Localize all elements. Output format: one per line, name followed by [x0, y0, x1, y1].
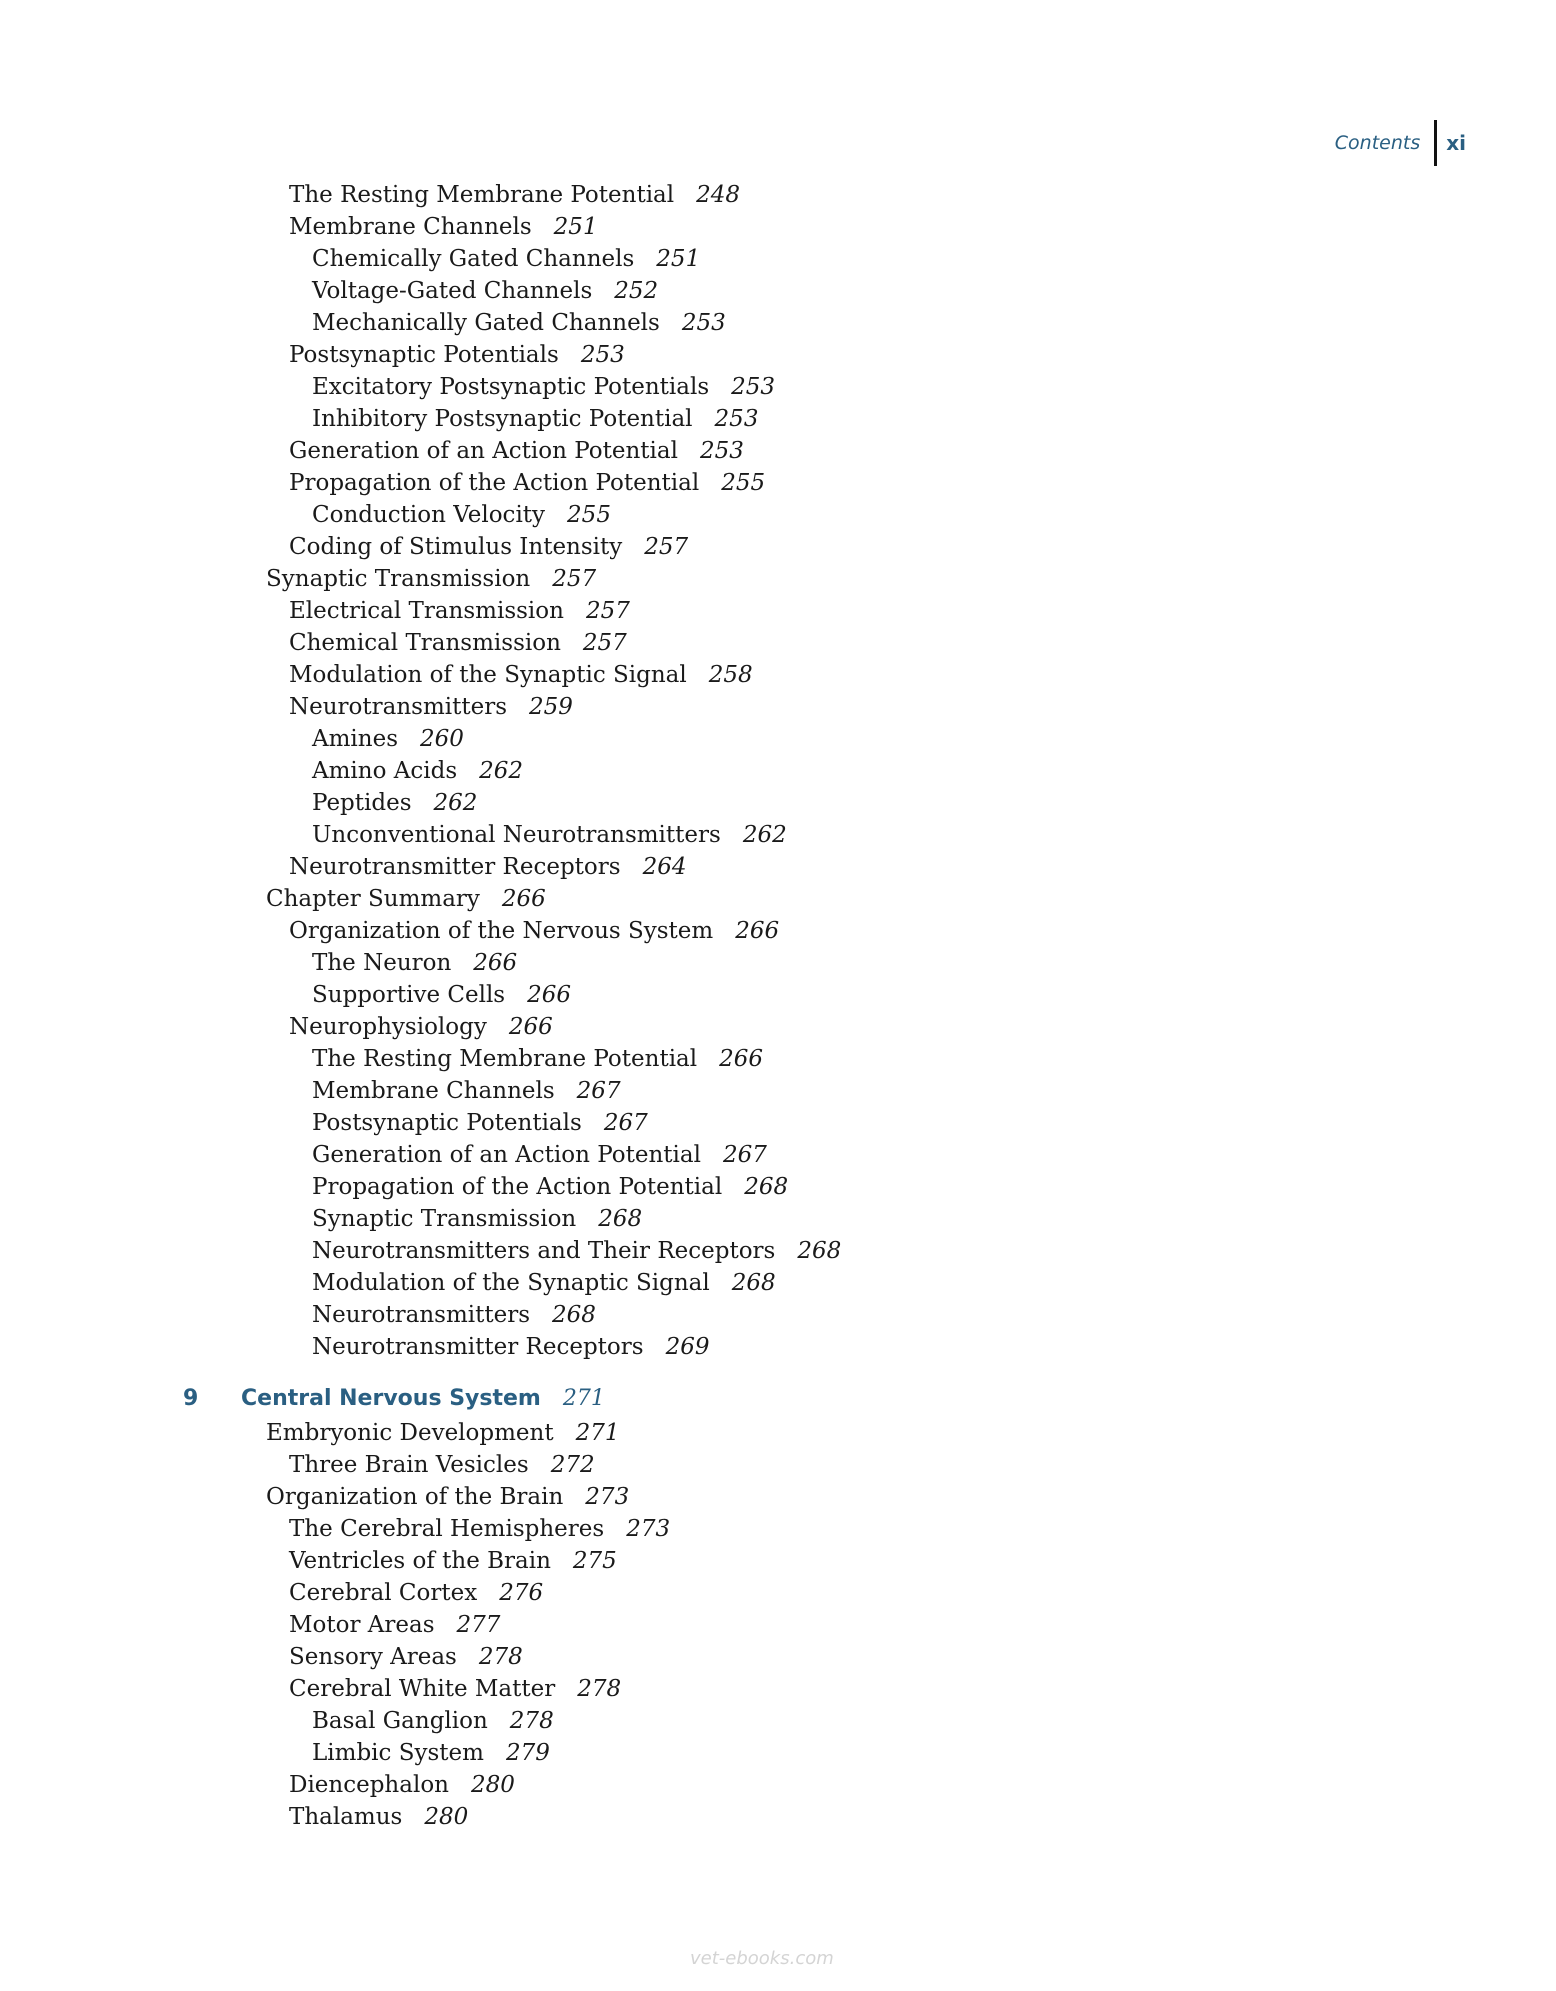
header-page-number: xi [1446, 131, 1466, 155]
toc-entry-page-number: 257 [644, 534, 689, 560]
toc-entry[interactable] [312, 948, 517, 978]
toc-entry-page-number: 252 [614, 278, 659, 304]
toc-entry-page-number: 278 [509, 1708, 554, 1734]
toc-entry[interactable] [312, 1172, 788, 1202]
toc-entry[interactable] [289, 468, 765, 498]
toc-entry-page-number: 253 [731, 374, 776, 400]
toc-entry[interactable] [266, 564, 596, 594]
toc-entry-page-number: 251 [656, 246, 701, 272]
running-header [1335, 120, 1466, 166]
toc-entry-title: Postsynaptic Potentials [312, 1110, 582, 1136]
toc-entry-title: Unconventional Neurotransmitters [312, 822, 721, 848]
toc-entry-title: The Resting Membrane Potential [312, 1046, 698, 1072]
toc-entry-page-number: 264 [642, 854, 687, 880]
toc-entry-title: Diencephalon [289, 1772, 449, 1798]
toc-entry[interactable] [289, 1610, 500, 1640]
toc-entry-page-number: 273 [626, 1516, 671, 1542]
toc-entry-page-number: 257 [552, 566, 597, 592]
toc-entry-title: Chapter Summary [266, 886, 480, 912]
toc-entry[interactable] [312, 1204, 642, 1234]
toc-entry[interactable] [312, 244, 700, 274]
toc-entry-title: Excitatory Postsynaptic Potentials [312, 374, 710, 400]
toc-entry-title: The Resting Membrane Potential [289, 182, 675, 208]
toc-entry-title: Neurophysiology [289, 1014, 487, 1040]
toc-entry-page-number: 280 [424, 1804, 469, 1830]
toc-entry-page-number: 277 [456, 1612, 501, 1638]
toc-entry-title: Conduction Velocity [312, 502, 546, 528]
toc-entry[interactable] [312, 1268, 776, 1298]
toc-entry[interactable] [289, 1674, 621, 1704]
toc-entry-page-number: 266 [735, 918, 780, 944]
toc-entry[interactable] [312, 756, 523, 786]
toc-entry-title: Neurotransmitter Receptors [289, 854, 621, 880]
toc-entry-title: Three Brain Vesicles [289, 1452, 529, 1478]
toc-entry-title: Limbic System [312, 1740, 484, 1766]
toc-entry[interactable] [289, 1514, 670, 1544]
toc-entry-title: Modulation of the Synaptic Signal [289, 662, 687, 688]
toc-entry[interactable] [266, 1482, 629, 1512]
toc-entry[interactable] [312, 1300, 596, 1330]
toc-entry-page-number: 272 [550, 1452, 595, 1478]
toc-entry-title: Membrane Channels [289, 214, 532, 240]
header-section-title: Contents [1334, 132, 1421, 154]
toc-entry-title: Chemical Transmission [289, 630, 561, 656]
toc-entry[interactable] [289, 692, 573, 722]
toc-entry-title: Voltage-Gated Channels [312, 278, 593, 304]
toc-entry-page-number: 260 [420, 726, 464, 752]
toc-entry-title: Sensory Areas [289, 1644, 457, 1670]
toc-entry-title: Propagation of the Action Potential [312, 1174, 723, 1200]
toc-entry-title: Generation of an Action Potential [289, 438, 678, 464]
toc-entry-page-number: 276 [499, 1580, 544, 1606]
toc-entry[interactable] [312, 276, 658, 306]
toc-entry[interactable] [289, 532, 688, 562]
toc-entry-title: Ventricles of the Brain [289, 1548, 551, 1574]
toc-entry-page-number: 266 [719, 1046, 764, 1072]
toc-entry-title: Mechanically Gated Channels [312, 310, 660, 336]
toc-entry-title: Synaptic Transmission [266, 566, 531, 592]
watermark: vet-ebooks.com [690, 1948, 834, 1969]
toc-entry-title: Neurotransmitter Receptors [312, 1334, 644, 1360]
toc-entry[interactable] [312, 820, 787, 850]
toc-entry-title: Postsynaptic Potentials [289, 342, 559, 368]
toc-entry-page-number: 278 [478, 1644, 523, 1670]
toc-entry[interactable] [289, 1642, 523, 1672]
toc-entry-page-number: 262 [479, 758, 524, 784]
toc-entry[interactable] [289, 340, 625, 370]
toc-entry-page-number: 268 [797, 1238, 842, 1264]
toc-entry-page-number: 255 [721, 470, 766, 496]
toc-entry[interactable] [289, 1012, 553, 1042]
toc-entry[interactable] [312, 500, 611, 530]
toc-entry-title: Generation of an Action Potential [312, 1142, 701, 1168]
toc-entry-title: Inhibitory Postsynaptic Potential [312, 406, 693, 432]
toc-entry-title: Organization of the Nervous System [289, 918, 714, 944]
toc-entry-title: Electrical Transmission [289, 598, 564, 624]
toc-entry[interactable] [289, 436, 744, 466]
toc-entry[interactable] [266, 884, 546, 914]
toc-entry[interactable] [289, 1578, 543, 1608]
toc-entry-page-number: 266 [473, 950, 518, 976]
toc-entry-page-number: 269 [665, 1334, 710, 1360]
chapter-title: Central Nervous System [241, 1386, 541, 1411]
toc-entry-title: Neurotransmitters and Their Receptors [312, 1238, 776, 1264]
toc-entry-page-number: 268 [744, 1174, 789, 1200]
toc-entry-page-number: 257 [582, 630, 627, 656]
toc-entry-title: Neurotransmitters [289, 694, 508, 720]
toc-entry[interactable] [289, 1770, 515, 1800]
toc-entry-page-number: 259 [529, 694, 573, 720]
toc-entry-title: Coding of Stimulus Intensity [289, 534, 623, 560]
toc-entry-page-number: 267 [576, 1078, 621, 1104]
toc-entry[interactable] [289, 596, 630, 626]
toc-entry[interactable] [289, 852, 686, 882]
toc-entry-title: Organization of the Brain [266, 1484, 564, 1510]
toc-entry[interactable] [312, 1706, 554, 1736]
toc-entry-title: Amino Acids [312, 758, 458, 784]
toc-entry-page-number: 279 [505, 1740, 550, 1766]
chapter-page-number: 271 [562, 1386, 605, 1411]
toc-entry-title: Amines [312, 726, 399, 752]
toc-entry-page-number: 262 [742, 822, 787, 848]
toc-entry-page-number: 253 [681, 310, 726, 336]
toc-entry[interactable] [289, 1802, 468, 1832]
toc-entry-page-number: 253 [699, 438, 744, 464]
toc-entry-title: Chemically Gated Channels [312, 246, 635, 272]
toc-entry-title: Peptides [312, 790, 412, 816]
toc-entry-title: Basal Ganglion [312, 1708, 488, 1734]
toc-entry[interactable] [289, 212, 598, 242]
toc-entry-page-number: 267 [603, 1110, 648, 1136]
toc-entry-page-number: 258 [708, 662, 753, 688]
chapter-number: 9 [183, 1386, 199, 1411]
toc-entry[interactable] [312, 1140, 767, 1170]
toc-entry-page-number: 266 [501, 886, 546, 912]
toc-entry[interactable] [312, 1332, 709, 1362]
toc-entry-page-number: 248 [696, 182, 741, 208]
toc-entry-title: Synaptic Transmission [312, 1206, 577, 1232]
toc-entry[interactable] [312, 1044, 763, 1074]
toc-entry[interactable] [312, 308, 726, 338]
toc-entry-page-number: 278 [577, 1676, 622, 1702]
toc-entry-title: Modulation of the Synaptic Signal [312, 1270, 710, 1296]
toc-entry-title: Supportive Cells [312, 982, 506, 1008]
toc-entry-title: Neurotransmitters [312, 1302, 531, 1328]
toc-entry[interactable] [289, 1450, 595, 1480]
toc-entry[interactable] [289, 1546, 617, 1576]
toc-entry-page-number: 268 [552, 1302, 596, 1328]
toc-entry-page-number: 257 [585, 598, 630, 624]
toc-entry[interactable] [289, 180, 740, 210]
toc-entry-page-number: 262 [433, 790, 478, 816]
toc-entry[interactable] [312, 1236, 841, 1266]
toc-chapter-heading[interactable] [183, 1384, 605, 1414]
toc-entry-title: Cerebral Cortex [289, 1580, 478, 1606]
toc-entry[interactable] [312, 404, 758, 434]
toc-entry-title: Embryonic Development [266, 1420, 554, 1446]
toc-entry-title: Membrane Channels [312, 1078, 555, 1104]
toc-entry[interactable] [312, 724, 464, 754]
toc-entry[interactable] [289, 660, 753, 690]
toc-entry[interactable] [289, 916, 779, 946]
header-divider [1434, 120, 1437, 166]
toc-entry-page-number: 255 [567, 502, 611, 528]
toc-entry[interactable] [312, 1738, 550, 1768]
toc-entry-title: Motor Areas [289, 1612, 435, 1638]
toc-entry-title: Thalamus [289, 1804, 403, 1830]
toc-entry-page-number: 266 [508, 1014, 553, 1040]
toc-entry-title: Propagation of the Action Potential [289, 470, 700, 496]
toc-entry[interactable] [266, 1418, 620, 1448]
toc-entry-page-number: 271 [575, 1420, 620, 1446]
toc-entry-title: Cerebral White Matter [289, 1676, 556, 1702]
toc-entry[interactable] [312, 980, 571, 1010]
toc-entry-title: The Cerebral Hemispheres [289, 1516, 605, 1542]
toc-entry-page-number: 267 [722, 1142, 767, 1168]
toc-entry-page-number: 253 [714, 406, 759, 432]
toc-entry-page-number: 273 [585, 1484, 630, 1510]
toc-entry-title: The Neuron [312, 950, 452, 976]
toc-entry[interactable] [312, 1076, 621, 1106]
toc-entry[interactable] [312, 372, 775, 402]
toc-entry-page-number: 275 [572, 1548, 617, 1574]
toc-entry-page-number: 253 [580, 342, 625, 368]
toc-entry[interactable] [312, 788, 477, 818]
toc-entry[interactable] [289, 628, 627, 658]
toc-entry-page-number: 280 [470, 1772, 515, 1798]
toc-entry[interactable] [312, 1108, 648, 1138]
toc-entry-page-number: 268 [731, 1270, 776, 1296]
toc-entry-page-number: 266 [527, 982, 572, 1008]
toc-entry-page-number: 268 [598, 1206, 643, 1232]
toc-entry-page-number: 251 [553, 214, 598, 240]
